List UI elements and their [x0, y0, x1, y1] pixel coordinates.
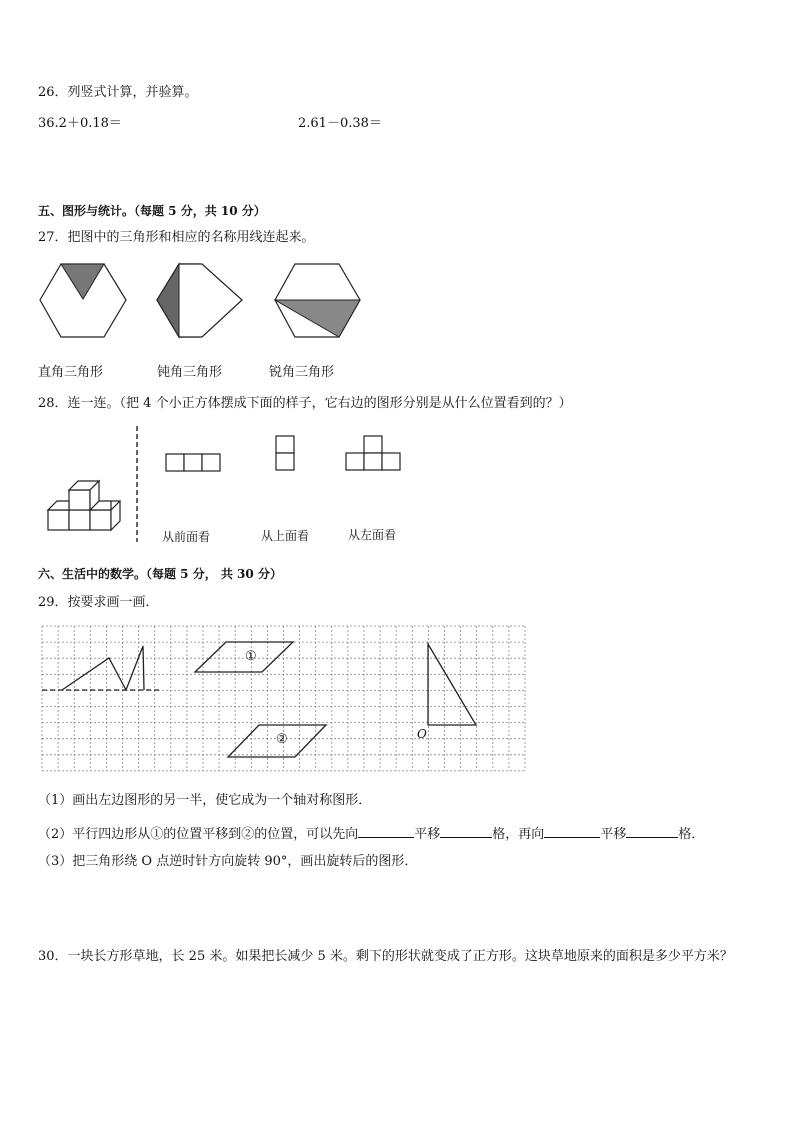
- view-t-shape: [346, 436, 400, 470]
- q27-label-acute-triangle: 锐角三角形: [269, 365, 335, 380]
- section-5-heading: 五、图形与统计。（每题 5 分，共 10 分）: [38, 204, 266, 218]
- q29-grid-figure: [40, 624, 540, 784]
- origin-label: O: [417, 727, 427, 741]
- q29-sub-1: （1）画出左边图形的另一半，使它成为一个轴对称图形．: [38, 793, 372, 808]
- parallelogram-2-mark: ②: [276, 732, 288, 747]
- blank-direction-2[interactable]: [544, 825, 600, 838]
- q29-sub-2: [38, 825, 704, 841]
- q27-label-obtuse-triangle: 钝角三角形: [157, 365, 223, 380]
- q29-sub-3: （3）把三角形绕 O 点逆时针方向旋转 90°，画出旋转后的图形．: [38, 854, 418, 869]
- view-two-stacked: [276, 436, 294, 470]
- hexagon-2-figure: [157, 264, 242, 337]
- q26-expression-2: 2.61－0.38＝: [298, 116, 382, 131]
- q28-view-front-label: 从前面看: [162, 530, 211, 544]
- hexagon-1-figure: [40, 264, 126, 337]
- q27-hexagon-figures: [0, 262, 794, 362]
- q29-sub-2-text-e: 格．: [678, 827, 705, 842]
- parallelogram-1-mark: ①: [245, 649, 257, 664]
- q27-label-right-triangle: 直角三角形: [38, 365, 104, 380]
- q28-prompt: 28．连一连。（把 4 个小正方体摆成下面的样子，它右边的图形分别是从什么位置看到的？）: [38, 396, 572, 411]
- q29-sub-2-text-b: 平移: [414, 827, 441, 842]
- q26-prompt: 26．列竖式计算，并验算。: [38, 85, 198, 100]
- q26-expression-1: 36.2＋0.18＝: [38, 116, 122, 131]
- right-triangle: [428, 644, 476, 725]
- q27-prompt: 27．把图中的三角形和相应的名称用线连起来。: [38, 230, 315, 245]
- q30-prompt: 30．一块长方形草地，长 25 米。如果把长减少 5 米。剩下的形状就变成了正方形。这块草地原来的面积是多少平方米？: [38, 949, 733, 964]
- hexagon-3-figure: [275, 264, 360, 337]
- section-6-heading: 六、生活中的数学。（每题 5 分， 共 30 分）: [38, 567, 282, 581]
- blank-steps-2[interactable]: [626, 825, 678, 838]
- q29-sub-2-text-c: 格，再向: [492, 827, 545, 842]
- q29-sub-2-text-d: 平移: [600, 827, 627, 842]
- q29-sub-2-text-a: （2）平行四边形从①的位置平移到②的位置，可以先向: [38, 827, 359, 842]
- q28-view-left-label: 从左面看: [348, 528, 397, 542]
- blank-steps-1[interactable]: [440, 825, 492, 838]
- q28-view-top-label: 从上面看: [261, 529, 310, 543]
- cube-stack-figure: [48, 481, 120, 530]
- grid-lines: [42, 626, 525, 771]
- q29-prompt: 29．按要求画一画．: [38, 595, 159, 610]
- q28-figures: [0, 420, 794, 550]
- blank-direction-1[interactable]: [358, 825, 414, 838]
- view-three-in-row: [166, 454, 220, 471]
- parallelogram-1: [195, 642, 293, 672]
